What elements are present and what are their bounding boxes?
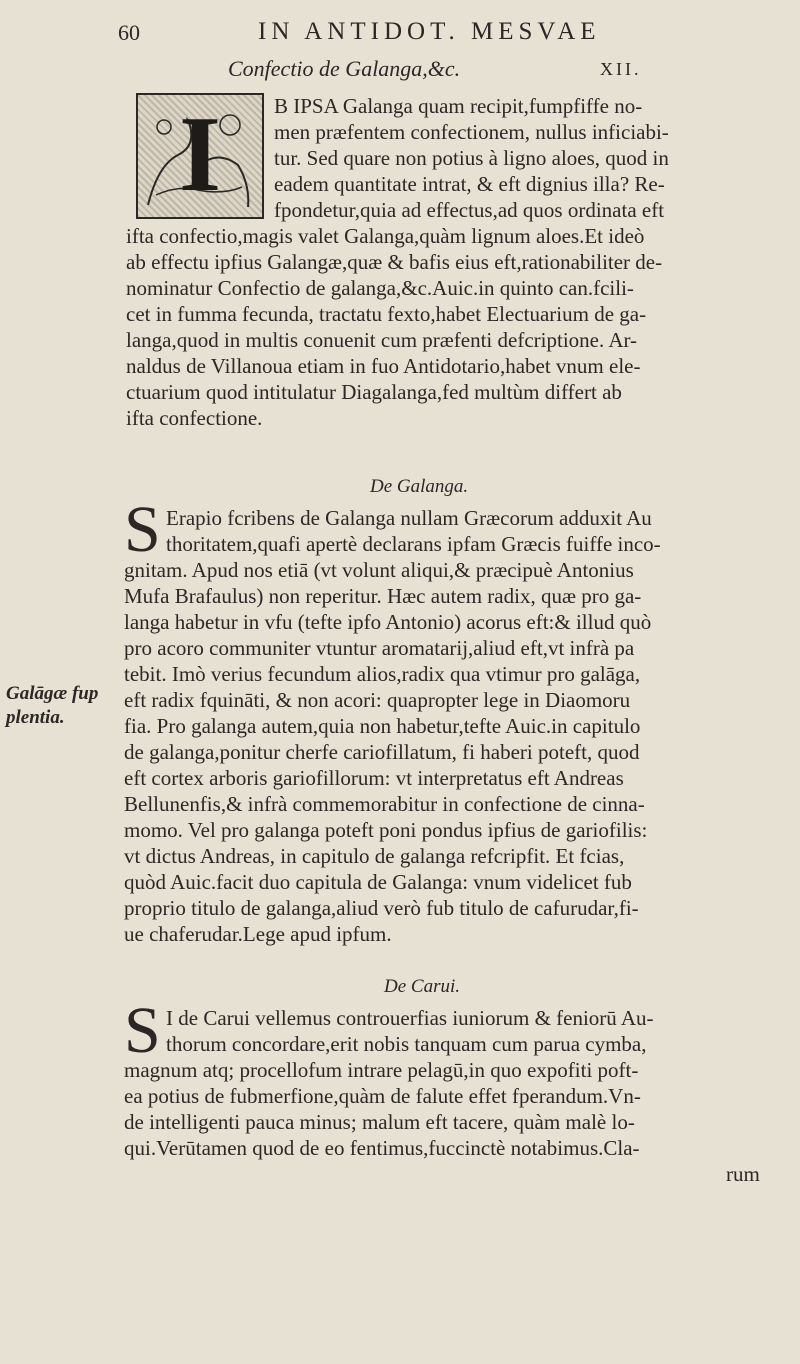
section-heading: De Carui. — [384, 976, 460, 997]
section-initial: S — [124, 493, 161, 566]
text-line: thorum concordare,erit nobis tanquam cum parua cymba, — [166, 1032, 647, 1056]
text-line: tur. Sed quare non potius à ligno aloes, quod in — [274, 146, 669, 170]
text-line: langa,quod in multis conuenit cum præfenti defcriptione. Ar- — [126, 328, 638, 352]
text-line: fpondetur,quia ad effectus,ad quos ordinata eft — [274, 198, 665, 222]
text-line: fia. Pro galanga autem,quia non habetur,tefte Auic.in capitulo — [124, 714, 641, 738]
text-line: cet in fumma fecunda, tractatu fexto,habet Electuarium de ga- — [126, 302, 647, 326]
text-line: eadem quantitate intrat, & eft dignius illa? Re- — [274, 172, 665, 196]
text-line: quòd Auic.facit duo capitula de Galanga: vnum videlicet fub — [124, 870, 632, 894]
catchword: rum — [726, 1162, 760, 1186]
text-line: langa habetur in vfu (tefte ipfo Antonio) acorus eft:& illud quò — [124, 610, 652, 634]
chapter-number: XII. — [600, 59, 642, 79]
text-line: men præfentem confectionem, nullus inficiabi- — [274, 120, 669, 144]
text-line: magnum atq; procellofum intrare pelagū,in quo expofiti poft- — [124, 1058, 639, 1082]
text-line: ea potius de fubmerfione,quàm de falute effet fperandum.Vn- — [124, 1084, 641, 1108]
text-line: vt dictus Andreas, in capitulo de galanga refcripfit. Et fcias, — [124, 844, 625, 868]
chapter-title: Confectio de Galanga,&c. — [228, 56, 461, 81]
section-heading: De Galanga. — [370, 476, 469, 497]
page-number: 60 — [118, 20, 140, 45]
margin-note — [6, 682, 98, 730]
text-line: ifta confectio,magis valet Galanga,quàm lignum aloes.Et ideò — [126, 224, 645, 248]
text-line: Mufa Brafaulus) non reperitur. Hæc autem radix, quæ pro ga- — [124, 584, 642, 608]
text-line: pro acoro communiter vtuntur aromatarij,aliud eft,vt infrà pa — [124, 636, 635, 660]
margin-note-line: plentia. — [6, 707, 65, 728]
text-line: eft radix fquināti, & non acori: quapropter lege in Diaomoru — [124, 688, 631, 712]
text-line: ctuarium quod intitulatur Diagalanga,fed multùm differt ab — [126, 380, 622, 404]
text-line: gnitam. Apud nos etiā (vt volunt aliqui,& præcipuè Antonius — [124, 558, 634, 582]
text-line: thoritatem,quafi apertè declarans ipfam Græcis fuiffe inco- — [166, 532, 661, 556]
text-line: ab effectu ipfius Galangæ,quæ & bafis eius eft,rationabiliter de- — [126, 250, 663, 274]
text-line: ue chaferudar.Lege apud ipfum. — [124, 922, 392, 946]
text-line: ifta confectione. — [126, 406, 263, 430]
initial-letter: I — [178, 95, 222, 214]
text-line: nominatur Confectio de galanga,&c.Auic.in quinto can.fcili- — [126, 276, 634, 300]
running-title: IN ANTIDOT. MESVAE — [258, 18, 601, 45]
text-line: eft cortex arboris gariofillorum: vt interpretatus eft Andreas — [124, 766, 624, 790]
margin-note-line: Galāgæ fup — [6, 683, 99, 704]
decorated-initial — [136, 93, 264, 219]
text-line: proprio titulo de galanga,aliud verò fub titulo de cafurudar,fi- — [124, 896, 639, 920]
text-line: Erapio fcribens de Galanga nullam Græcorum adduxit Au — [166, 506, 652, 530]
chapter-heading — [228, 56, 698, 82]
text-line: de intelligenti pauca minus; malum eft tacere, quàm malè lo- — [124, 1110, 635, 1134]
text-line: de galanga,ponitur cherfe cariofillatum, fi haberi poteft, quod — [124, 740, 640, 764]
text-line: naldus de Villanoua etiam in fuo Antidotario,habet vnum ele- — [126, 354, 641, 378]
text-line: qui.Verūtamen quod de eo fentimus,fuccinctè notabimus.Cla- — [124, 1136, 640, 1160]
section-initial: S — [124, 994, 161, 1067]
text-line: Bellunenfis,& infrà commemorabitur in confectione de cinna- — [124, 792, 645, 816]
text-line: B IPSA Galanga quam recipit,fumpfiffe no- — [274, 94, 643, 118]
text-line: tebit. Imò verius fecundum alios,radix qua vtimur pro galāga, — [124, 662, 641, 686]
text-line: momo. Vel pro galanga poteft poni pondus ipfius de gariofilis: — [124, 818, 648, 842]
text-line: I de Carui vellemus controuerfias iuniorum & feniorū Au- — [166, 1006, 654, 1030]
